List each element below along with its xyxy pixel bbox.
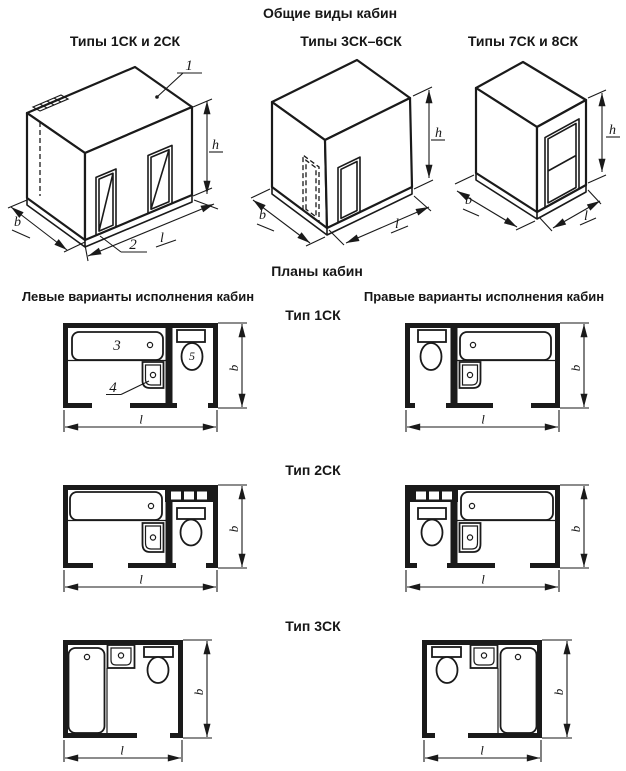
toilet <box>177 508 205 546</box>
dim-label-h: h <box>609 123 616 138</box>
iso-column-title-1: Типы 1СК и 2СК <box>69 33 181 49</box>
dim-label-b: b <box>14 215 21 230</box>
plan-row-title-1sk: Тип 1СК <box>285 307 341 323</box>
extension-lines-h <box>588 90 606 183</box>
callout-label-washbasin: 4 <box>109 380 117 396</box>
bathtub <box>69 648 105 733</box>
callout-label-base: 2 <box>129 237 137 253</box>
plan-3sk-right <box>422 640 572 762</box>
toilet-cistern <box>432 647 461 657</box>
dim-underline-l <box>156 240 176 247</box>
callout-label-roof: 1 <box>185 58 193 74</box>
dim-label-b: b <box>551 688 566 696</box>
washbasin <box>143 523 164 552</box>
callout-label-toilet: 5 <box>189 349 195 363</box>
iso-column-title-3: Типы 7СК и 8СК <box>467 33 579 49</box>
toilet-bowl <box>437 657 458 683</box>
bathtub <box>460 332 551 360</box>
toilet-bowl <box>421 343 442 370</box>
toilet <box>144 647 173 683</box>
dim-label-b: b <box>226 525 241 533</box>
plan-3sk-left <box>63 640 212 762</box>
dim-underline-b <box>12 230 30 238</box>
dim-label-l: l <box>584 209 588 224</box>
dim-label-b: b <box>568 364 583 372</box>
dim-label-b: b <box>465 193 472 208</box>
washbasin <box>143 362 164 388</box>
dim-label-l: l <box>139 411 143 427</box>
dim-label-l: l <box>480 742 484 758</box>
plan-row-title-2sk: Тип 2СК <box>285 462 341 478</box>
dim-label-l: l <box>160 231 164 246</box>
ventilation-block <box>165 485 214 502</box>
dimension-line-l <box>553 201 600 228</box>
dim-label-l: l <box>481 411 485 427</box>
iso-view-3sk-6sk <box>251 60 445 246</box>
dim-underline-l <box>580 218 596 225</box>
plans-title: Планы кабин <box>271 263 363 279</box>
plan-1sk-left <box>63 323 247 432</box>
extension-lines-h <box>193 99 212 196</box>
dim-label-l: l <box>395 217 399 232</box>
iso-view-7sk-8sk <box>455 62 620 231</box>
plan-2sk-right <box>405 485 589 592</box>
room-contents-mirrored <box>422 640 542 738</box>
right-variants-title: Правые варианты исполнения кабин <box>363 289 605 304</box>
bathtub <box>501 648 537 733</box>
dim-underline-l <box>391 226 408 233</box>
general-views-title: Общие виды кабин <box>262 5 398 21</box>
dim-label-h: h <box>212 138 219 153</box>
room-contents-mirrored <box>405 323 560 408</box>
callout-label-bath: 3 <box>113 338 121 354</box>
dim-label-l: l <box>139 571 143 587</box>
toilet-cistern <box>418 508 446 519</box>
dim-underline-b <box>463 209 479 216</box>
dim-label-h: h <box>435 126 442 141</box>
washbasin <box>108 645 135 668</box>
plan-row-title-3sk: Тип 3СК <box>285 618 341 634</box>
room-contents-mirrored <box>405 485 560 568</box>
dim-label-l: l <box>481 571 485 587</box>
dim-label-b: b <box>226 364 241 372</box>
extension-lines-h <box>413 87 433 189</box>
dim-label-l: l <box>120 742 124 758</box>
left-variants-title: Левые варианты исполнения кабин <box>21 289 255 304</box>
iso-column-title-2: Типы 3СК–6СК <box>300 33 402 49</box>
dim-label-b: b <box>191 688 206 696</box>
dim-label-b: b <box>259 208 266 223</box>
toilet-cistern <box>418 330 446 342</box>
dim-underline-b <box>257 224 274 231</box>
iso-view-1sk-2sk <box>8 58 223 261</box>
plan-1sk-right <box>405 323 589 432</box>
plan-2sk-left <box>63 485 247 592</box>
toilet-bowl <box>422 520 443 546</box>
dim-label-b: b <box>568 525 583 533</box>
